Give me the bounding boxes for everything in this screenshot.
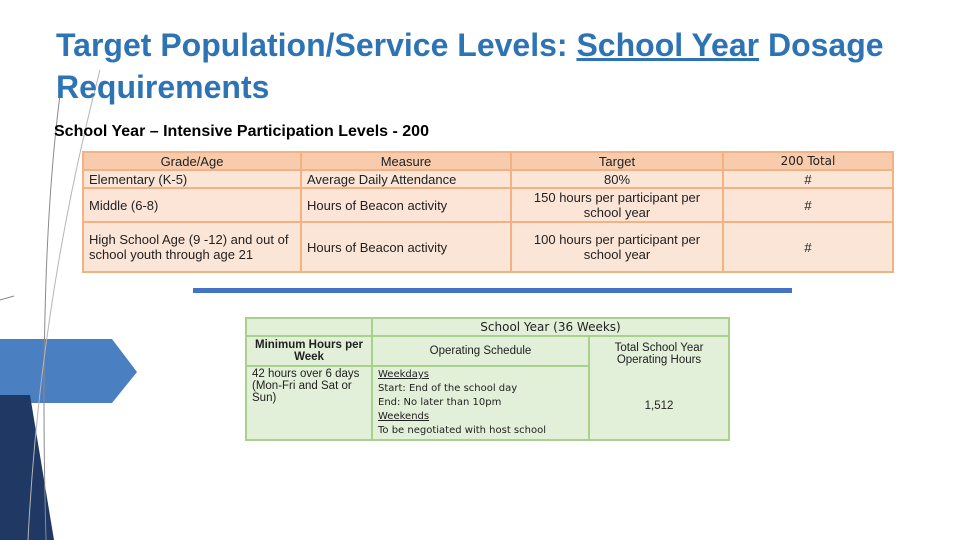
schedule-title-row — [246, 318, 729, 336]
table-header-row — [83, 152, 893, 170]
header-target: Target — [511, 152, 723, 170]
weekends-note: To be negotiated with host school — [378, 425, 546, 436]
schedule-start: Start: End of the school day — [378, 383, 518, 394]
min-hours-header: Minimum Hours per Week — [246, 336, 372, 366]
weekdays-label: Weekdays — [378, 369, 430, 380]
section-subtitle: School Year – Intensive Participation Levels - 200 — [54, 123, 429, 140]
schedule-title: School Year (36 Weeks) — [372, 318, 729, 336]
header-grade-age: Grade/Age — [83, 152, 301, 170]
schedule-header-row — [246, 336, 729, 366]
blue-divider-bar — [193, 288, 792, 293]
title-part-3: Dosage Requirements — [56, 27, 884, 105]
table-row — [83, 170, 893, 188]
total-hours-header: Total School Year Operating Hours — [614, 342, 704, 366]
cell-grade: Middle (6-8) — [83, 188, 301, 222]
cell-total: # — [723, 170, 893, 188]
header-measure: Measure — [301, 152, 511, 170]
left-blue-arrow-shape — [0, 339, 137, 403]
cell-measure: Hours of Beacon activity — [301, 222, 511, 272]
page-title — [56, 24, 936, 108]
decorative-curve-line-3 — [0, 296, 14, 300]
min-hours-value: 42 hours over 6 days (Mon-Fri and Sat or Sun) — [246, 366, 372, 440]
cell-total: # — [723, 222, 893, 272]
cell-target: 80% — [511, 170, 723, 188]
total-hours-cell — [589, 336, 729, 440]
total-hours-value: 1,512 — [644, 400, 674, 412]
title-part-1: Target Population/Service Levels: — [56, 27, 577, 63]
cell-target: 100 hours per participant per school year — [511, 222, 723, 272]
cell-measure: Average Daily Attendance — [301, 170, 511, 188]
cell-target: 150 hours per participant per school year — [511, 188, 723, 222]
table-row — [83, 188, 893, 222]
cell-grade: High School Age (9 -12) and out of school youth through age 21 — [83, 222, 301, 272]
cell-grade: Elementary (K-5) — [83, 170, 301, 188]
operating-schedule-header: Operating Schedule — [372, 336, 589, 366]
decorative-curve-line — [44, 80, 62, 540]
cell-total: # — [723, 188, 893, 222]
schedule-end: End: No later than 10pm — [378, 397, 502, 408]
header-total: 200 Total — [723, 152, 893, 170]
school-year-schedule-table — [245, 317, 730, 441]
weekends-label: Weekends — [378, 411, 430, 422]
participation-levels-table — [82, 151, 894, 273]
table-row — [83, 222, 893, 272]
title-school-year-underlined: School Year — [576, 27, 760, 63]
schedule-details — [372, 366, 589, 440]
cell-measure: Hours of Beacon activity — [301, 188, 511, 222]
